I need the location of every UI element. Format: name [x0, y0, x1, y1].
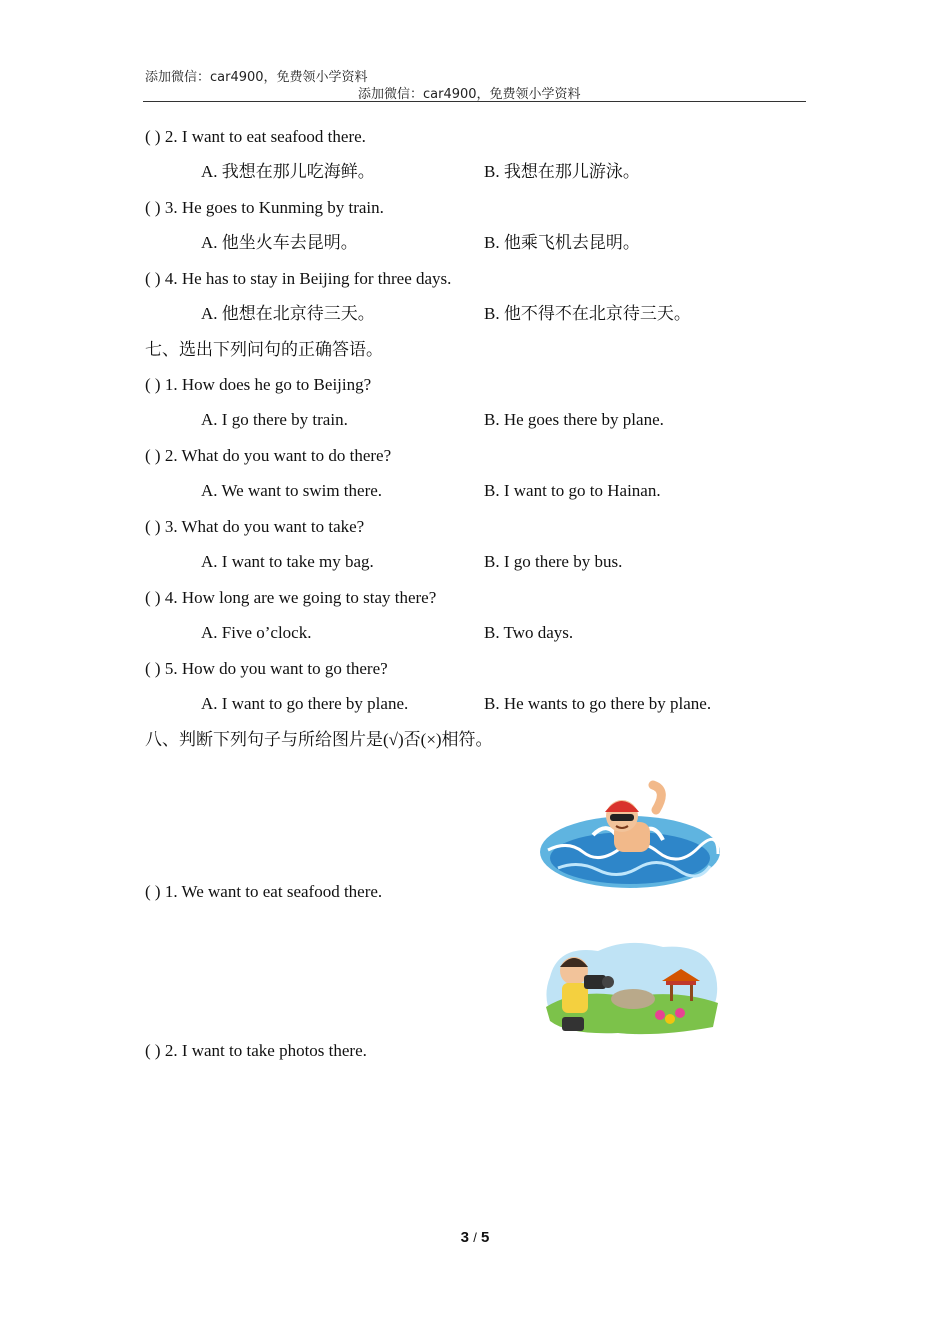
- header-watermark-1: 添加微信：car4900，免费领小学资料: [145, 70, 368, 85]
- p7-q3: ( ) 3. What do you want to take?: [145, 517, 365, 536]
- page-number: [0, 1229, 950, 1246]
- total-pages: 5: [480, 1229, 490, 1246]
- p7-q5-option-b: B. He wants to go there by plane.: [484, 694, 712, 713]
- part8-title: 八、判断下列句子与所给图片是(√)否(×)相符。: [145, 730, 493, 749]
- p7-q4-option-b: B. Two days.: [484, 623, 574, 642]
- photographer-picture: [538, 937, 722, 1039]
- p6-q2-option-b: B. 我想在那儿游泳。: [484, 162, 640, 181]
- swimmer-picture: [538, 780, 722, 890]
- header-watermark-2: 添加微信：car4900，免费领小学资料: [358, 87, 581, 102]
- p7-q1-option-b: B. He goes there by plane.: [484, 410, 664, 429]
- p7-q4: ( ) 4. How long are we going to stay there?: [145, 588, 437, 607]
- header-rule: [143, 101, 806, 102]
- p6-q2-option-a: A. 我想在那儿吃海鲜。: [201, 162, 375, 181]
- p6-q2: ( ) 2. I want to eat seafood there.: [145, 127, 366, 146]
- p8-q1: ( ) 1. We want to eat seafood there.: [145, 882, 383, 901]
- p7-q2-option-b: B. I want to go to Hainan.: [484, 481, 661, 500]
- p6-q3: ( ) 3. He goes to Kunming by train.: [145, 198, 384, 217]
- part7-title: 七、选出下列问句的正确答语。: [145, 340, 383, 359]
- p6-q3-option-a: A. 他坐火车去昆明。: [201, 233, 358, 252]
- p7-q1-option-a: A. I go there by train.: [201, 410, 348, 429]
- p6-q3-option-b: B. 他乘飞机去昆明。: [484, 233, 640, 252]
- p7-q2: ( ) 2. What do you want to do there?: [145, 446, 392, 465]
- p7-q3-option-b: B. I go there by bus.: [484, 552, 623, 571]
- p8-q2: ( ) 2. I want to take photos there.: [145, 1041, 367, 1060]
- p6-q4: ( ) 4. He has to stay in Beijing for three days.: [145, 269, 452, 288]
- current-page: 3: [460, 1229, 470, 1246]
- p6-q4-option-a: A. 他想在北京待三天。: [201, 304, 375, 323]
- p7-q5-option-a: A. I want to go there by plane.: [201, 694, 409, 713]
- p7-q5: ( ) 5. How do you want to go there?: [145, 659, 388, 678]
- page-separator: /: [473, 1230, 477, 1245]
- p7-q4-option-a: A. Five o’clock.: [201, 623, 312, 642]
- p6-q4-option-b: B. 他不得不在北京待三天。: [484, 304, 691, 323]
- p7-q1: ( ) 1. How does he go to Beijing?: [145, 375, 372, 394]
- p7-q2-option-a: A. We want to swim there.: [201, 481, 383, 500]
- p7-q3-option-a: A. I want to take my bag.: [201, 552, 374, 571]
